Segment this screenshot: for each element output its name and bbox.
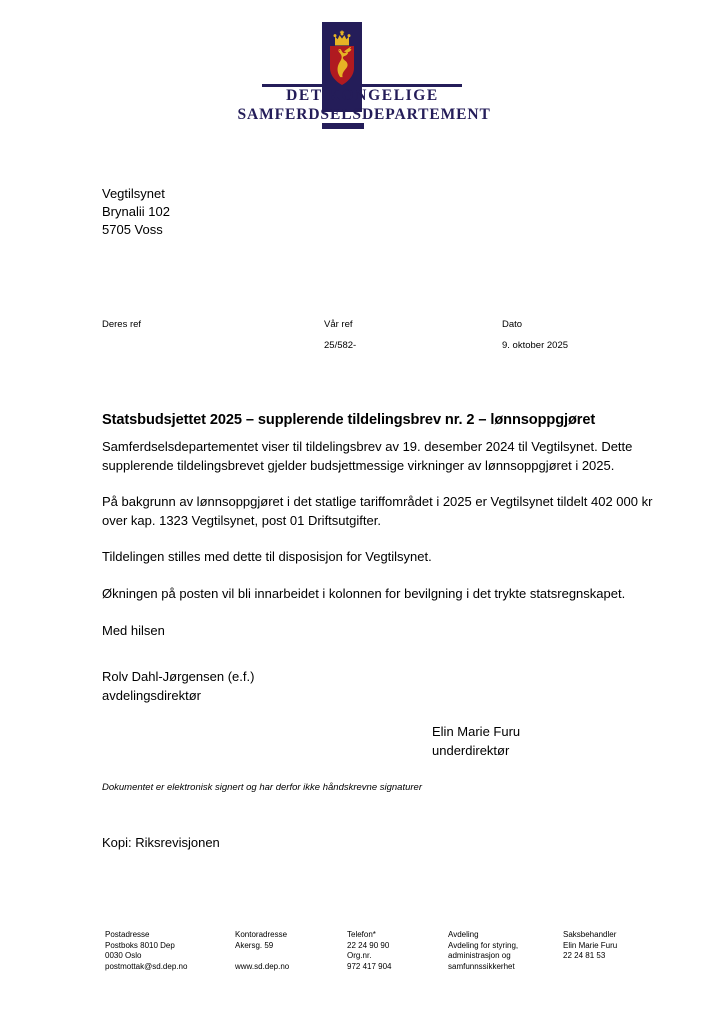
footer-column-saksbehandler	[563, 930, 683, 962]
footer-col1-line1: Postboks 8010 Dep	[105, 940, 175, 950]
deres-ref-column	[102, 318, 141, 339]
addressee-street: Brynalii 102	[102, 204, 170, 220]
footer-col3-heading: Telefon*	[347, 930, 376, 939]
letter-body	[102, 410, 658, 852]
footer-col5-name: Elin Marie Furu	[563, 940, 618, 950]
footer-col4-line1: Avdeling for styring,	[448, 940, 519, 950]
footer-col2-heading: Kontoradresse	[235, 930, 288, 939]
signature-block	[102, 668, 658, 760]
footer-col5-phone: 22 24 81 53	[563, 951, 606, 961]
logo-foot-bar	[322, 123, 364, 129]
footer-column-kontoradresse	[235, 930, 343, 972]
department-logo	[237, 22, 491, 132]
var-ref-label: Vår ref	[324, 319, 353, 330]
paragraph-2: På bakgrunn av lønnsoppgjøret i det statlige tariffområdet i 2025 er Vegtilsynet tildelt 402 000 kr over kap. 1323 Vegtilsynet, post 01 Driftsutgifter.	[102, 494, 653, 528]
var-ref-value: 25/582-	[324, 340, 357, 351]
signer-primary	[102, 668, 658, 705]
closing-salutation: Med hilsen	[102, 622, 165, 638]
signer-secondary	[432, 723, 658, 760]
wordmark-line-1: DET KONGELIGE	[286, 87, 439, 104]
paragraph-3: Tildelingen stilles med dette til disposisjon for Vegtilsynet.	[102, 549, 432, 565]
signer-secondary-title: underdirektør	[432, 742, 510, 758]
footer-col2-line1: Akersg. 59	[235, 940, 274, 950]
addressee-name: Vegtilsynet	[102, 186, 165, 201]
dato-value: 9. oktober 2025	[502, 340, 569, 351]
footer-col3-phone: 22 24 90 90	[347, 940, 390, 950]
norwegian-coat-of-arms-icon	[326, 30, 358, 86]
addressee-city: 5705 Voss	[102, 222, 163, 238]
signer-primary-name: Rolv Dahl-Jørgensen (e.f.)	[102, 669, 255, 685]
footer-col1-line2: 0030 Oslo	[105, 951, 142, 961]
footer-col5-heading: Saksbehandler	[563, 930, 617, 939]
department-wordmark	[237, 86, 491, 124]
footer-column-postadresse	[105, 930, 233, 972]
deres-ref-label: Deres ref	[102, 319, 142, 330]
signer-primary-title: avdelingsdirektør	[102, 687, 201, 703]
dato-label: Dato	[502, 319, 523, 330]
paragraph-4: Økningen på posten vil bli innarbeidet i kolonnen for bevilgning i det trykte statsregnskapet.	[102, 585, 626, 601]
wordmark-line-2: SAMFERDSELSDEPARTEMENT	[237, 106, 491, 124]
document-title: Statsbudsjettet 2025 – supplerende tildelingsbrev nr. 2 – lønnsoppgjøret	[102, 412, 596, 428]
footer-column-avdeling	[448, 930, 560, 972]
footer-col1-email[interactable]: postmottak@sd.dep.no	[105, 961, 188, 971]
footer-col3-orgnr-label: Org.nr.	[347, 951, 372, 961]
letterhead	[0, 22, 725, 132]
footer-col4-heading: Avdeling	[448, 930, 479, 939]
copy-recipients: Kopi: Riksrevisjonen	[102, 834, 220, 850]
footer-column-telefon	[347, 930, 445, 972]
footer-col4-line2: administrasjon og	[448, 951, 511, 961]
signer-secondary-name: Elin Marie Furu	[432, 724, 521, 740]
footer-col3-orgnr-value: 972 417 904	[347, 961, 392, 971]
var-ref-column	[324, 318, 356, 352]
paragraph-1: Samferdselsdepartementet viser til tildelingsbrev av 19. desember 2024 til Vegtilsynet. Dette supplerende tildelingsbrevet gjelder budsjettmessige virkninger av lønnsoppgjøret i 2025.	[102, 439, 633, 473]
dato-column	[502, 318, 568, 352]
footer-col2-spacer	[235, 951, 343, 962]
footer-col2-website[interactable]: www.sd.dep.no	[235, 961, 290, 971]
addressee-block	[102, 185, 170, 240]
footer-col4-line3: samfunnssikkerhet	[448, 961, 515, 971]
electronic-signature-note: Dokumentet er elektronisk signert og har derfor ikke håndskrevne signaturer	[102, 781, 422, 793]
footer-col1-heading: Postadresse	[105, 930, 150, 939]
